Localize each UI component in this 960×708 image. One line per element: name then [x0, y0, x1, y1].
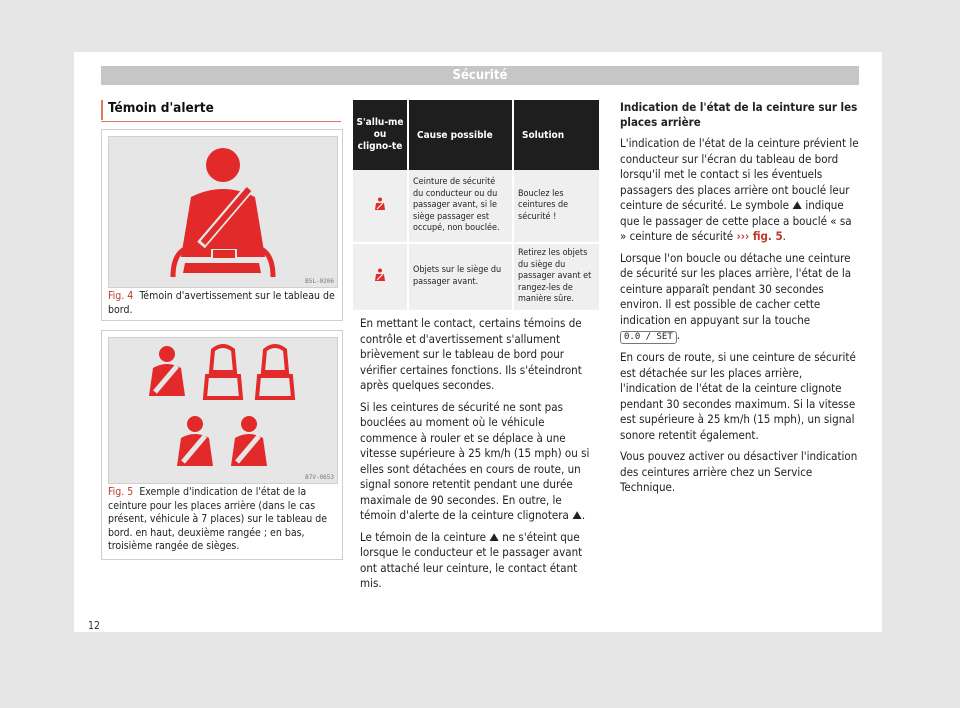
section-header: Sécurité — [101, 66, 859, 85]
figure-5-caption: Fig. 5 Exemple d'indication de l'état de la ceinture pour les places arrière (dans le cas présent, véhicule à 7 places) sur le tableau de bord. en haut, deuxième rangée ; en bas, troisième rangée de sièges. — [108, 486, 328, 552]
paragraph-hide-indication: Lorsque l'on boucle ou détache une ceinture de sécurité sur les places arrière, l'état de la ceinture apparaît pendant 30 secondes environ. Il est possible de cacher cette indication en appuyant sur la touche 0.0 / SET . — [620, 250, 852, 342]
seatbelt-symbol-icon: ⛰ — [489, 529, 499, 544]
set-key: 0.0 / SET — [620, 331, 677, 344]
fig5-reference-link[interactable]: ››› fig. 5 — [736, 229, 783, 243]
warning-table — [353, 100, 601, 312]
title-rule — [101, 121, 341, 122]
figure-4-number: Fig. 4 — [108, 290, 134, 302]
paragraph-ignition: En mettant le contact, certains témoins de contrôle et d'avertissement s'allument brièvement sur le tableau de bord pour vérifier certaines fonctions. Ils s'éteindront après quelques secondes. — [360, 316, 582, 392]
seatbelt-icon — [375, 197, 385, 211]
row-cause: Ceinture de sécurité du conducteur ou du passager avant, si le siège passager est occupé, non bouclée. — [408, 170, 513, 243]
paragraph-rear-indication: L'indication de l'état de la ceinture prévient le conducteur sur l'écran du tableau de bord lorsqu'il met le contact si les éventuels passagers des places arrière ont bouclé leur ceinture de sécurité. Le symbole ⛰ indique que le passager de cette place a bouclé « sa » ceinture de sécurité ››› fig. 5. — [620, 136, 859, 243]
figure-4-caption: Fig. 4 Témoin d'avertissement sur le tableau de bord. — [108, 290, 335, 316]
figure-5-number: Fig. 5 — [108, 486, 134, 498]
table-row — [353, 170, 600, 243]
figure-5 — [101, 330, 343, 560]
paragraph-lamp: Le témoin de la ceinture ⛰ ne s'éteint que lorsque le conducteur et le passager avant ont attaché leur ceinture, le contact étant mis. — [360, 529, 583, 590]
row-cause: Objets sur le siège du passager avant. — [408, 243, 513, 311]
paragraph-service: Vous pouvez activer ou désactiver l'indication des ceintures arrière chez un Service Technique. — [620, 449, 858, 494]
middle-column — [360, 316, 600, 598]
page-number: 12 — [88, 620, 101, 632]
section-title: Témoin d'alerte — [108, 100, 214, 116]
rear-seatbelt-status-icon — [109, 338, 337, 483]
figure-5-code: B7V-0653 — [305, 474, 334, 481]
seatbelt-warning-icon — [109, 137, 337, 287]
figure-5-image — [108, 337, 338, 484]
paragraph-signal: Si les ceintures de sécurité ne sont pas bouclées au moment où le véhicule commence à rouler et se déplace à une vitesse supérieure à 25 km/h (15 mph) ou si elles sont détachées en cours de route, un signal sonore retentit pendant une durée maximale de 90 secondes. En outre, le témoin d'alerte de la ceinture clignotera ⛰. — [360, 399, 590, 522]
figure-4-code: B5L-0206 — [305, 278, 334, 285]
paragraph-driving: En cours de route, si une ceinture de sécurité est détachée sur les places arrière, l'indication de l'état de la ceinture clignote pendant 30 secondes maximum. Si la vitesse est supérieure à 25 km/h (15 mph), un signal sonore retentit également. — [620, 350, 856, 442]
column-header-solution: Solution — [513, 100, 600, 170]
column-header-cause: Cause possible — [408, 100, 513, 170]
row-icon-cell — [353, 243, 408, 311]
column-header-state: S'allu-me ou cligno-te — [353, 100, 408, 170]
right-column — [620, 100, 860, 502]
row-icon-cell — [353, 170, 408, 243]
rear-belt-heading: Indication de l'état de la ceinture sur les places arrière — [620, 100, 858, 129]
title-marker — [101, 100, 103, 120]
figure-4 — [101, 129, 343, 321]
figure-4-image — [108, 136, 338, 288]
seatbelt-symbol-icon: ⛰ — [792, 198, 803, 212]
row-solution: Bouclez les ceintures de sécurité ! — [513, 170, 600, 243]
row-solution: Retirez les objets du siège du passager avant et rangez-les de manière sûre. — [513, 243, 600, 311]
seatbelt-symbol-icon: ⛰ — [572, 508, 582, 522]
seatbelt-icon — [375, 268, 385, 282]
table-row — [353, 243, 600, 311]
table-header-row — [353, 100, 600, 170]
